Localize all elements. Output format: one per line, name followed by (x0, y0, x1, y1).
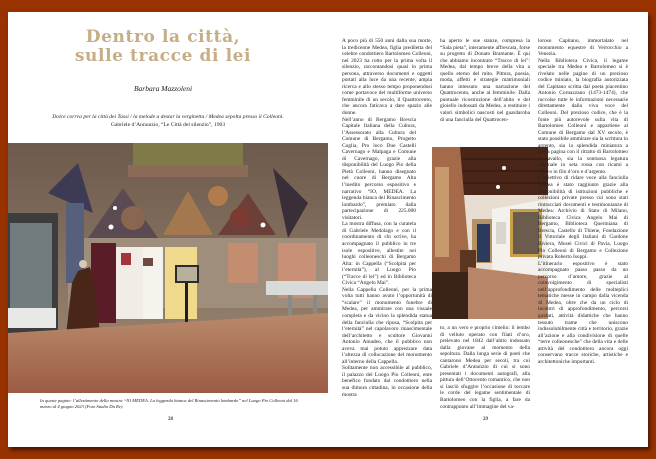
text-column-1 (342, 38, 432, 398)
title-line-2: sulle tracce di lei (74, 46, 252, 66)
paragraph: loroso Capitano, immortalato nel monumento equestre di Verrocchio a Venezia. (538, 38, 628, 58)
right-page (338, 12, 648, 447)
left-page (8, 12, 338, 447)
paragraph: L’itinerario espositivo è stato accompagnato passo passo da un percorso d’amore, grazie al coinvolgimento di specialisti nell’approfondimento delle molteplici tematiche messe in campo dalla vicenda di Medea, oltre che da un ciclo di incontri di approfondimento, percorsi guidati, attività didattiche che hanno tessuto trame che uniscono indissolubilmente città e territorio, grazie all’azione e alla condivisione di quelle “terre colleonesche” che della vita e delle attività del condottiero ancora oggi conservano tracce storiche, artistiche e architettoniche importanti. (538, 260, 628, 365)
text-column-3 (538, 38, 628, 365)
page-number-left: 28 (168, 417, 173, 422)
paragraph: to, a un vero e proprio cimelio: il lembo di velluto operato con filati d’oro, prelevato nel 1842 dall’abito indossato dalla giovane al momento della sepoltura. Dalla lunga serie di poeti che cantarono Medea per secoli, tra cui Gabriele d’Annunzio di cui si sono presentati i documenti autografi, alla pittura dell’Ottocento romantico, che non si lasciò sfuggire l’occasione di toccare le corde del legame sentimentale di Bartolomeo con la figlia, a fare da contrappunto all’immagine del va- (440, 325, 530, 410)
paragraph: L’obiettivo di ridare voce alla fanciulla Medea è stato raggiunto grazie alla disponibilità di istituzioni pubbliche e collezioni private presso cui sono stati rintracciati documenti e testimonianze di Medea: Archivio di Stato di Milano, Biblioteca Civica Angelo Mai di Bergamo, Biblioteca Queriniana di Brescia, Castello di Thiene, Fondazione Il Vittoriale degli Italiani di Gardone Riviera, Musei Civici di Pavia, Luogo Pio Colleoni di Bergamo e Collezione privata Roberto Isoppi. (538, 175, 628, 261)
paragraph: Solitamente non accessibile al pubblico, il palazzo del Luogo Pio Colleoni, ente benefico fondato dal condottiero nella sua dimora cittadina, in occasione della mostra (342, 365, 432, 398)
author-byline: Barbara Mazzoleni (133, 84, 193, 93)
exhibition-hall-photo (8, 143, 328, 393)
text-column-2-bottom (440, 325, 530, 410)
paragraph: La mostra diffusa, con la curatela di Gabriele Medolago e con il coordinamento di chi scrive, ha accompagnato il pubblico in tre isole espositive, allestite nei luoghi colleoneschi di Bergamo Alta: in Cappella (“Scolpita per l’eternità”), al Luogo Pio (“Tracce di lei”) ed in Biblioteca Civica “Angelo Mai”. (342, 221, 416, 287)
paragraph: Nella Biblioteca Civica, il legame speciale tra Medea e Bartolomeo si è rivelato nelle pagine di un prezioso codice miniato, la biografia autorizzata del Capitano scritta dal poeta piacentino Antonio Cornazzano (1473-1474), che raccolse tutte le informazioni necessarie direttamente dalla viva voce del Colleoni. Del prezioso codice, che è la fonte più autorevole sulla vita di Bartolomeo Colleoni e appartiene al Comune di Bergamo dal XV secolo, è stato possibile ammirare sia la scrittura in argento, sia la splendida miniatura a piena pagina con il ritratto di Bartolomeo a cavallo, sia la sontuosa legatura originale in seta rossa con ricami a rilievo in filo d’oro e d’argento. (538, 57, 628, 175)
article-title (48, 28, 278, 66)
epigraph-attribution: Gabriele d’Annunzio, “Le Città del silenzio”, 1903 (110, 122, 226, 128)
epigraph-verse: Dolce corrva per la città dei Tassi / la melode a destar la verginetta / Medea sepolta presso il Colleoni. (52, 114, 284, 120)
hall-illustration (8, 143, 328, 393)
corridor-illustration (432, 147, 548, 319)
paragraph: Nella Cappella Colleoni, per la prima volta tutti hanno avuto l’opportunità di “scalare” il monumento funebre di Medea, per ammirare con una visuale completa e da vicino la splendida statua della fanciulla che riposa, “Scolpita per l’eternità” nel capolavoro rinascimentale dell’architetto e scultore Giovanni Antonio Amadeo, che il pubblico non aveva mai potuto apprezzare data l’altezza di collocazione del monumento all’interno della Cappella. (342, 286, 432, 365)
corridor-photo (432, 147, 548, 319)
text-column-2-top (440, 38, 530, 123)
paragraph: A poco più di 550 anni dalla sua morte, la tredicenne Medea, figlia prediletta del celebre condottiero Bartolomeo Colleoni, nel 2023 ha rotto per la prima volta il silenzio, raccontandosi quasi in prima persona, attraverso documenti e oggetti portati alla luce da una recente, ampia ricerca e allo stesso tempo proponendosi come portavoce del multiforme universo femminile di un secolo, il Quattrocento, che ancora faticava a dare spazio alle donne. (342, 38, 432, 117)
page-number-right: 29 (483, 417, 488, 422)
epigraph (18, 113, 318, 129)
photo-caption: In queste pagine: l’allestimento della mostra “IO MEDEA. La leggenda bianca del Rinascimento lombardo” nel Luogo Pio Colleoni dal 16 marzo al 4 giugno 2023 (Foto Studio Da Re). (40, 398, 298, 409)
paragraph: ha aperto le sue stanze, compresa la “Sala pieta”, interamente affrescata, forse su progetto di Donato Bramante. È qui che abbiamo incontrato “Tracce di lei”: Medea, dal tempo breve della vita a quello eterno del mito. Pittura, poesia, moda, affetti e strategie matrimoniali hanno intessuto una narrazione del Quattrocento, anche al femminile. Dalla puntuale ricostruzione dell’abito e del gioiello indossati da Medea, a restituire i valori simbolici nascosti nel guardaroba di una fanciulla del Quattrocen- (440, 38, 530, 123)
title-line-1: Dentro la città, (85, 27, 241, 47)
magazine-spread (8, 12, 648, 447)
paragraph: Nell’anno di Bergamo Brescia Capitale Italiana della Cultura, l’Assessorato alla Cultura del Comune di Bergamo, Progetto Coglia, Pro loco Due Castelli Cavernago e Malpaga e Comune di Cavernago, grazie alla disponibilità del Luogo Pio della Pietà Colleoni, hanno disegnato nel cuore di Bergamo Alta l’inedito percorso espositivo e narrativo “IO, MEDEA. La leggenda bianca del Rinascimento lombardo”, premiato dalla partecipazione di 225.000 visitatori. (342, 116, 416, 221)
